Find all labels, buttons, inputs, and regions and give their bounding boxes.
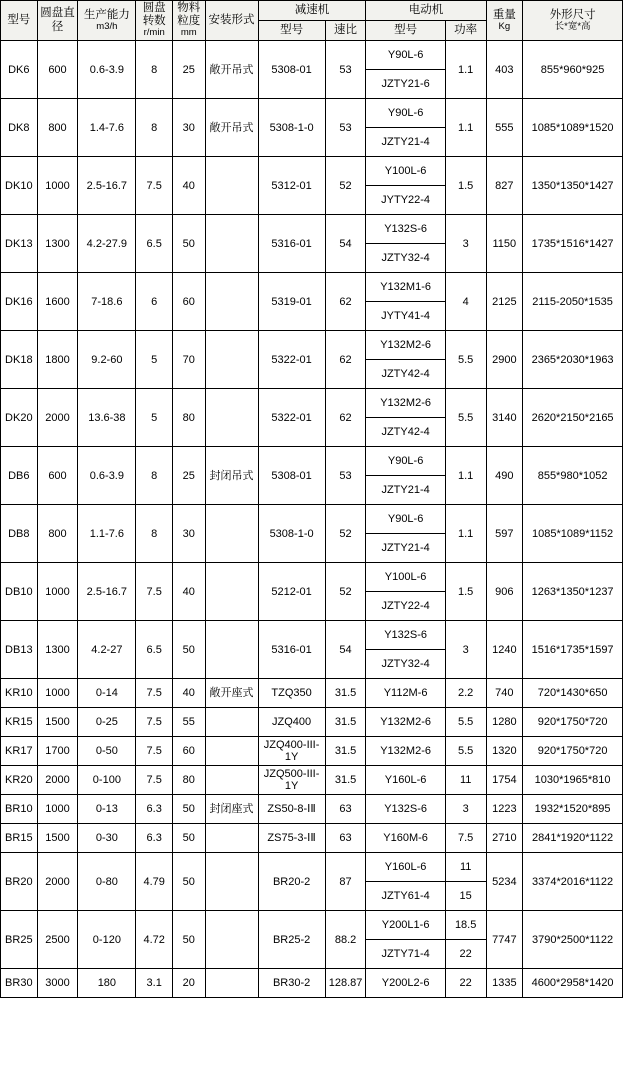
cell-reducer-model: 5316-01	[258, 621, 325, 679]
cell-reducer-ratio: 52	[325, 505, 366, 563]
cell-model: BR25	[1, 911, 38, 969]
cell-reducer-model: BR25-2	[258, 911, 325, 969]
cell-grain-size: 30	[173, 505, 206, 563]
cell-motor-power: 5.5	[445, 737, 486, 766]
cell-motor-power: 5.5	[445, 708, 486, 737]
header-dimensions: 外形尺寸 长*宽*高	[523, 1, 623, 41]
table-row	[1, 563, 623, 592]
cell-disc-speed: 6.3	[136, 824, 173, 853]
cell-dimensions: 2115-2050*1535	[523, 273, 623, 331]
cell-motor-model: Y90L-6	[366, 447, 445, 476]
header-disc-speed: 圆盘转数 r/min	[136, 1, 173, 41]
cell-model: DB13	[1, 621, 38, 679]
header-reducer-ratio: 速比	[325, 21, 366, 41]
cell-capacity: 0-100	[78, 766, 136, 795]
table-row	[1, 708, 623, 737]
cell-model: DB10	[1, 563, 38, 621]
cell-grain-size: 50	[173, 853, 206, 911]
cell-weight: 1150	[486, 215, 523, 273]
cell-reducer-ratio: 52	[325, 563, 366, 621]
cell-motor-power: 1.5	[445, 157, 486, 215]
table-row	[1, 273, 623, 302]
cell-dimensions: 3374*2016*1122	[523, 853, 623, 911]
cell-dimensions: 2841*1920*1122	[523, 824, 623, 853]
cell-grain-size: 50	[173, 621, 206, 679]
cell-disc-diameter: 3000	[37, 969, 78, 998]
table-row	[1, 621, 623, 650]
table-row	[1, 969, 623, 998]
cell-mounting-type	[205, 708, 258, 737]
cell-capacity: 1.4-7.6	[78, 99, 136, 157]
cell-capacity: 0-14	[78, 679, 136, 708]
cell-model: DK20	[1, 389, 38, 447]
cell-reducer-model: 5312-01	[258, 157, 325, 215]
cell-disc-diameter: 600	[37, 41, 78, 99]
header-grain-size: 物料粒度 mm	[173, 1, 206, 41]
cell-motor-model: Y132S-6	[366, 795, 445, 824]
cell-mounting-type	[205, 911, 258, 969]
cell-model: DK6	[1, 41, 38, 99]
cell-motor-model: JZTY32-4	[366, 650, 445, 679]
cell-motor-power: 3	[445, 795, 486, 824]
cell-reducer-model: 5308-1-0	[258, 99, 325, 157]
cell-disc-diameter: 1300	[37, 621, 78, 679]
cell-dimensions: 2365*2030*1963	[523, 331, 623, 389]
cell-weight: 7747	[486, 911, 523, 969]
cell-weight: 555	[486, 99, 523, 157]
cell-capacity: 9.2-60	[78, 331, 136, 389]
cell-disc-diameter: 1600	[37, 273, 78, 331]
cell-model: KR15	[1, 708, 38, 737]
table-header	[1, 1, 623, 41]
cell-reducer-model: TZQ350	[258, 679, 325, 708]
header-disc-diameter: 圆盘直径	[37, 1, 78, 41]
table-row	[1, 737, 623, 766]
cell-reducer-model: JZQ400	[258, 708, 325, 737]
cell-dimensions: 720*1430*650	[523, 679, 623, 708]
cell-dimensions: 3790*2500*1122	[523, 911, 623, 969]
cell-disc-speed: 8	[136, 99, 173, 157]
cell-motor-model: Y100L-6	[366, 157, 445, 186]
cell-grain-size: 60	[173, 737, 206, 766]
cell-grain-size: 50	[173, 824, 206, 853]
cell-mounting-type	[205, 273, 258, 331]
cell-disc-diameter: 800	[37, 99, 78, 157]
cell-weight: 403	[486, 41, 523, 99]
cell-reducer-ratio: 87	[325, 853, 366, 911]
cell-motor-power: 1.1	[445, 447, 486, 505]
cell-disc-speed: 8	[136, 447, 173, 505]
cell-motor-model: Y160L-6	[366, 766, 445, 795]
cell-motor-power: 1.1	[445, 99, 486, 157]
cell-motor-power: 1.5	[445, 563, 486, 621]
cell-grain-size: 25	[173, 41, 206, 99]
cell-reducer-model: JZQ400-III-1Y	[258, 737, 325, 766]
cell-disc-speed: 7.5	[136, 737, 173, 766]
cell-grain-size: 55	[173, 708, 206, 737]
cell-motor-model: Y112M-6	[366, 679, 445, 708]
table-row	[1, 215, 623, 244]
cell-reducer-ratio: 54	[325, 215, 366, 273]
cell-reducer-ratio: 53	[325, 447, 366, 505]
cell-reducer-ratio: 88.2	[325, 911, 366, 969]
cell-disc-speed: 4.79	[136, 853, 173, 911]
table-row	[1, 157, 623, 186]
cell-disc-speed: 7.5	[136, 766, 173, 795]
cell-reducer-ratio: 63	[325, 795, 366, 824]
header-capacity: 生产能力 m3/h	[78, 1, 136, 41]
cell-reducer-model: BR30-2	[258, 969, 325, 998]
cell-dimensions: 920*1750*720	[523, 737, 623, 766]
cell-disc-diameter: 1500	[37, 708, 78, 737]
cell-disc-speed: 8	[136, 41, 173, 99]
cell-grain-size: 20	[173, 969, 206, 998]
cell-disc-speed: 6.5	[136, 621, 173, 679]
cell-model: DK13	[1, 215, 38, 273]
cell-dimensions: 2620*2150*2165	[523, 389, 623, 447]
cell-capacity: 0.6-3.9	[78, 41, 136, 99]
cell-reducer-model: 5308-01	[258, 41, 325, 99]
cell-disc-speed: 5	[136, 389, 173, 447]
cell-reducer-ratio: 53	[325, 99, 366, 157]
cell-grain-size: 50	[173, 215, 206, 273]
cell-capacity: 2.5-16.7	[78, 563, 136, 621]
cell-weight: 490	[486, 447, 523, 505]
cell-motor-model: JZTY21-4	[366, 534, 445, 563]
cell-model: BR30	[1, 969, 38, 998]
cell-capacity: 7-18.6	[78, 273, 136, 331]
cell-capacity: 13.6-38	[78, 389, 136, 447]
cell-motor-model: Y132M2-6	[366, 389, 445, 418]
table-row	[1, 331, 623, 360]
cell-capacity: 0-13	[78, 795, 136, 824]
cell-motor-model: Y160L-6	[366, 853, 445, 882]
cell-disc-speed: 7.5	[136, 563, 173, 621]
cell-dimensions: 1263*1350*1237	[523, 563, 623, 621]
header-reducer-model: 型号	[258, 21, 325, 41]
table-row	[1, 41, 623, 70]
cell-motor-power: 15	[445, 882, 486, 911]
cell-motor-model: JZTY21-4	[366, 128, 445, 157]
cell-motor-model: Y200L1-6	[366, 911, 445, 940]
cell-disc-speed: 4.72	[136, 911, 173, 969]
cell-mounting-type	[205, 853, 258, 911]
cell-motor-model: JZTY21-6	[366, 70, 445, 99]
cell-motor-model: Y160M-6	[366, 824, 445, 853]
cell-model: DK8	[1, 99, 38, 157]
header-mounting-type: 安装形式	[205, 1, 258, 41]
cell-weight: 1223	[486, 795, 523, 824]
cell-mounting-type: 敞开座式	[205, 679, 258, 708]
cell-motor-power: 2.2	[445, 679, 486, 708]
cell-motor-power: 5.5	[445, 331, 486, 389]
cell-motor-power: 11	[445, 766, 486, 795]
table-row	[1, 99, 623, 128]
table-row	[1, 766, 623, 795]
cell-dimensions: 1030*1965*810	[523, 766, 623, 795]
cell-grain-size: 30	[173, 99, 206, 157]
cell-weight: 1754	[486, 766, 523, 795]
cell-reducer-ratio: 31.5	[325, 708, 366, 737]
cell-weight: 2710	[486, 824, 523, 853]
cell-mounting-type: 封闭吊式	[205, 447, 258, 505]
cell-grain-size: 70	[173, 331, 206, 389]
cell-motor-power: 5.5	[445, 389, 486, 447]
cell-disc-diameter: 1000	[37, 795, 78, 824]
cell-capacity: 0-120	[78, 911, 136, 969]
cell-mounting-type: 封闭座式	[205, 795, 258, 824]
cell-dimensions: 4600*2958*1420	[523, 969, 623, 998]
cell-grain-size: 25	[173, 447, 206, 505]
cell-reducer-model: ZS50-8-ⅠⅡ	[258, 795, 325, 824]
cell-disc-diameter: 2000	[37, 766, 78, 795]
cell-disc-diameter: 600	[37, 447, 78, 505]
cell-motor-power: 3	[445, 621, 486, 679]
cell-disc-speed: 7.5	[136, 679, 173, 708]
cell-weight: 1335	[486, 969, 523, 998]
cell-dimensions: 1085*1089*1520	[523, 99, 623, 157]
cell-mounting-type: 敞开吊式	[205, 99, 258, 157]
cell-weight: 2900	[486, 331, 523, 389]
cell-grain-size: 80	[173, 766, 206, 795]
cell-mounting-type	[205, 737, 258, 766]
cell-capacity: 180	[78, 969, 136, 998]
cell-disc-speed: 5	[136, 331, 173, 389]
cell-disc-diameter: 800	[37, 505, 78, 563]
cell-model: DK18	[1, 331, 38, 389]
cell-dimensions: 855*960*925	[523, 41, 623, 99]
cell-disc-speed: 7.5	[136, 157, 173, 215]
cell-disc-speed: 6.3	[136, 795, 173, 824]
cell-disc-diameter: 2500	[37, 911, 78, 969]
cell-reducer-ratio: 31.5	[325, 679, 366, 708]
cell-weight: 1240	[486, 621, 523, 679]
cell-mounting-type	[205, 331, 258, 389]
cell-reducer-ratio: 53	[325, 41, 366, 99]
cell-capacity: 1.1-7.6	[78, 505, 136, 563]
cell-capacity: 0.6-3.9	[78, 447, 136, 505]
cell-disc-speed: 3.1	[136, 969, 173, 998]
cell-motor-power: 4	[445, 273, 486, 331]
cell-dimensions: 855*980*1052	[523, 447, 623, 505]
cell-model: BR15	[1, 824, 38, 853]
cell-dimensions: 1735*1516*1427	[523, 215, 623, 273]
cell-dimensions: 1932*1520*895	[523, 795, 623, 824]
cell-motor-model: Y90L-6	[366, 41, 445, 70]
cell-disc-diameter: 1800	[37, 331, 78, 389]
cell-motor-model: Y100L-6	[366, 563, 445, 592]
cell-reducer-model: 5322-01	[258, 331, 325, 389]
cell-disc-speed: 7.5	[136, 708, 173, 737]
table-row	[1, 911, 623, 940]
cell-mounting-type	[205, 505, 258, 563]
cell-motor-model: JZTY42-4	[366, 360, 445, 389]
cell-motor-power: 1.1	[445, 41, 486, 99]
cell-capacity: 4.2-27.9	[78, 215, 136, 273]
cell-reducer-model: 5316-01	[258, 215, 325, 273]
cell-disc-diameter: 2000	[37, 853, 78, 911]
cell-dimensions: 1350*1350*1427	[523, 157, 623, 215]
cell-capacity: 0-80	[78, 853, 136, 911]
cell-mounting-type	[205, 157, 258, 215]
cell-mounting-type	[205, 621, 258, 679]
cell-reducer-ratio: 52	[325, 157, 366, 215]
cell-grain-size: 40	[173, 157, 206, 215]
header-row-1	[1, 1, 623, 21]
cell-reducer-ratio: 62	[325, 273, 366, 331]
cell-reducer-model: 5308-1-0	[258, 505, 325, 563]
cell-reducer-ratio: 54	[325, 621, 366, 679]
cell-motor-power: 18.5	[445, 911, 486, 940]
cell-weight: 827	[486, 157, 523, 215]
cell-mounting-type	[205, 563, 258, 621]
header-weight: 重量 Kg	[486, 1, 523, 41]
cell-motor-power: 22	[445, 940, 486, 969]
cell-disc-diameter: 1500	[37, 824, 78, 853]
cell-reducer-ratio: 63	[325, 824, 366, 853]
cell-model: DK10	[1, 157, 38, 215]
cell-dimensions: 1085*1089*1152	[523, 505, 623, 563]
cell-weight: 3140	[486, 389, 523, 447]
cell-mounting-type	[205, 389, 258, 447]
cell-motor-model: JZTY22-4	[366, 592, 445, 621]
cell-reducer-model: BR20-2	[258, 853, 325, 911]
cell-mounting-type	[205, 215, 258, 273]
cell-motor-power: 1.1	[445, 505, 486, 563]
cell-motor-model: Y132M2-6	[366, 331, 445, 360]
cell-reducer-model: 5308-01	[258, 447, 325, 505]
cell-reducer-model: ZS75-3-ⅠⅡ	[258, 824, 325, 853]
cell-reducer-ratio: 62	[325, 389, 366, 447]
cell-dimensions: 920*1750*720	[523, 708, 623, 737]
cell-disc-diameter: 2000	[37, 389, 78, 447]
cell-mounting-type: 敞开吊式	[205, 41, 258, 99]
cell-disc-diameter: 1700	[37, 737, 78, 766]
cell-model: KR20	[1, 766, 38, 795]
header-reducer-group: 减速机	[258, 1, 366, 21]
cell-motor-model: JZTY61-4	[366, 882, 445, 911]
cell-motor-model: Y90L-6	[366, 99, 445, 128]
cell-disc-speed: 6.5	[136, 215, 173, 273]
cell-model: DK16	[1, 273, 38, 331]
cell-motor-model: JZTY71-4	[366, 940, 445, 969]
cell-weight: 1320	[486, 737, 523, 766]
table-row	[1, 679, 623, 708]
cell-mounting-type	[205, 969, 258, 998]
cell-reducer-ratio: 128.87	[325, 969, 366, 998]
cell-motor-power: 7.5	[445, 824, 486, 853]
cell-disc-diameter: 1000	[37, 563, 78, 621]
header-motor-power: 功率	[445, 21, 486, 41]
cell-motor-power: 22	[445, 969, 486, 998]
cell-motor-model: Y132M2-6	[366, 708, 445, 737]
cell-disc-diameter: 1300	[37, 215, 78, 273]
cell-mounting-type	[205, 766, 258, 795]
cell-grain-size: 40	[173, 563, 206, 621]
cell-motor-power: 11	[445, 853, 486, 882]
cell-model: BR10	[1, 795, 38, 824]
cell-motor-model: Y200L2-6	[366, 969, 445, 998]
cell-motor-model: Y132M2-6	[366, 737, 445, 766]
cell-motor-model: Y90L-6	[366, 505, 445, 534]
cell-motor-model: Y132S-6	[366, 215, 445, 244]
cell-grain-size: 50	[173, 795, 206, 824]
cell-capacity: 0-50	[78, 737, 136, 766]
cell-motor-model: JZTY21-4	[366, 476, 445, 505]
cell-weight: 740	[486, 679, 523, 708]
table-row	[1, 447, 623, 476]
header-model: 型号	[1, 1, 38, 41]
cell-reducer-model: 5319-01	[258, 273, 325, 331]
cell-grain-size: 50	[173, 911, 206, 969]
header-motor-group: 电动机	[366, 1, 486, 21]
cell-weight: 5234	[486, 853, 523, 911]
cell-reducer-ratio: 62	[325, 331, 366, 389]
cell-disc-diameter: 1000	[37, 679, 78, 708]
cell-grain-size: 60	[173, 273, 206, 331]
cell-capacity: 0-25	[78, 708, 136, 737]
cell-capacity: 4.2-27	[78, 621, 136, 679]
cell-dimensions: 1516*1735*1597	[523, 621, 623, 679]
table-row	[1, 505, 623, 534]
table-body	[1, 41, 623, 998]
cell-weight: 597	[486, 505, 523, 563]
table-row	[1, 389, 623, 418]
cell-motor-model: Y132M1-6	[366, 273, 445, 302]
cell-model: DB8	[1, 505, 38, 563]
cell-reducer-ratio: 31.5	[325, 737, 366, 766]
cell-reducer-model: 5212-01	[258, 563, 325, 621]
cell-grain-size: 40	[173, 679, 206, 708]
cell-capacity: 0-30	[78, 824, 136, 853]
header-motor-model: 型号	[366, 21, 445, 41]
cell-motor-model: Y132S-6	[366, 621, 445, 650]
cell-motor-model: JYTY22-4	[366, 186, 445, 215]
cell-model: BR20	[1, 853, 38, 911]
cell-motor-power: 3	[445, 215, 486, 273]
table-row	[1, 795, 623, 824]
cell-reducer-ratio: 31.5	[325, 766, 366, 795]
cell-reducer-model: JZQ500-III-1Y	[258, 766, 325, 795]
cell-motor-model: JZTY32-4	[366, 244, 445, 273]
cell-grain-size: 80	[173, 389, 206, 447]
cell-capacity: 2.5-16.7	[78, 157, 136, 215]
cell-motor-model: JYTY41-4	[366, 302, 445, 331]
cell-weight: 2125	[486, 273, 523, 331]
cell-weight: 1280	[486, 708, 523, 737]
table-row	[1, 824, 623, 853]
cell-disc-speed: 6	[136, 273, 173, 331]
cell-disc-speed: 8	[136, 505, 173, 563]
cell-model: KR10	[1, 679, 38, 708]
cell-model: KR17	[1, 737, 38, 766]
cell-mounting-type	[205, 824, 258, 853]
cell-weight: 906	[486, 563, 523, 621]
cell-disc-diameter: 1000	[37, 157, 78, 215]
table-row	[1, 853, 623, 882]
cell-reducer-model: 5322-01	[258, 389, 325, 447]
cell-motor-model: JZTY42-4	[366, 418, 445, 447]
cell-model: DB6	[1, 447, 38, 505]
